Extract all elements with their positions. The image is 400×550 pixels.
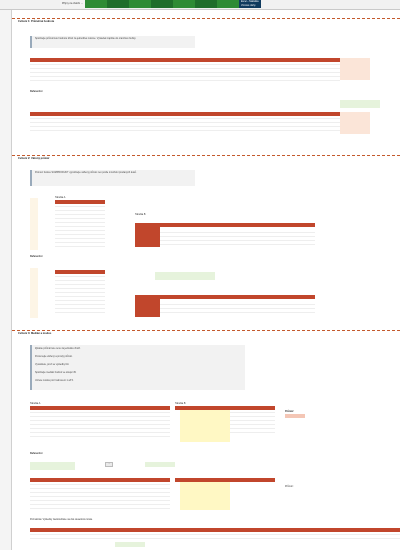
table-row <box>55 208 105 211</box>
result-cell[interactable] <box>285 414 305 418</box>
table-row <box>30 532 400 535</box>
table-row <box>160 310 315 313</box>
table-row <box>30 482 170 485</box>
table-header <box>175 406 275 410</box>
table-row <box>30 494 170 497</box>
table-row <box>30 414 170 417</box>
table-row <box>30 426 170 429</box>
table-row <box>30 498 170 501</box>
formula-cell[interactable] <box>145 462 175 467</box>
table-row <box>230 430 275 433</box>
table-row <box>30 66 340 69</box>
table-row <box>55 274 105 277</box>
table-row <box>55 236 105 239</box>
toolbar-segment[interactable] <box>217 0 239 8</box>
highlight-strip <box>30 198 38 250</box>
table-row <box>30 502 170 505</box>
table-header <box>30 58 370 62</box>
bullet-item: Určete modus pro hodnocení 1 až 5. <box>35 379 74 382</box>
table-row <box>55 290 105 293</box>
table-row <box>30 422 170 425</box>
toolbar-segment[interactable] <box>195 0 217 8</box>
table-row <box>30 70 340 73</box>
table-row <box>55 228 105 231</box>
section-header <box>12 18 400 24</box>
table-row <box>30 430 170 433</box>
table-row <box>230 418 275 421</box>
table-row <box>30 124 340 127</box>
table-row <box>30 536 400 539</box>
bullet-item: Spočítejte medián hodnot ve sloupci B. <box>35 371 77 374</box>
table-row <box>55 204 105 207</box>
instruction-note <box>30 170 195 186</box>
table-row <box>30 74 340 77</box>
formula-cell[interactable] <box>155 272 215 280</box>
row-header-bar <box>0 10 12 550</box>
toolbar-segment[interactable] <box>107 0 129 8</box>
table-row <box>30 410 170 413</box>
table-a-label: Tabulka A <box>55 196 66 199</box>
table-row <box>160 238 315 241</box>
table-row <box>160 302 315 305</box>
instruction-note <box>30 36 195 48</box>
toolbar-label-a: Příjmy za období → <box>60 0 85 8</box>
table-header <box>30 112 370 116</box>
helper-cell[interactable]: … <box>105 462 113 467</box>
table-row <box>55 310 105 313</box>
table-header <box>30 478 170 482</box>
table-row <box>55 212 105 215</box>
toolbar-segment[interactable] <box>173 0 195 8</box>
table-header <box>135 223 315 227</box>
footer-note-inline: Průměr: <box>285 485 294 488</box>
table-header <box>55 200 105 204</box>
toolbar-segment[interactable] <box>129 0 151 8</box>
table-header <box>55 270 105 274</box>
reference-label: Referenční <box>30 90 43 93</box>
section-header <box>12 330 400 336</box>
bullet-item: Porovnejte vážený a prostý průměr. <box>35 355 73 358</box>
result-column <box>340 112 370 134</box>
section-title: Cvičení 3: Medián a modus <box>18 332 52 335</box>
formula-cell[interactable] <box>115 542 145 547</box>
reference-label: Referenční <box>30 452 43 455</box>
table-row <box>30 506 170 509</box>
top-toolbar <box>60 0 261 8</box>
table-row <box>55 306 105 309</box>
section-title: Cvičení 1: Průměrná hodnota <box>18 20 55 23</box>
table-row <box>160 242 315 245</box>
table-row <box>30 116 340 119</box>
highlight-strip <box>30 268 38 318</box>
table-row <box>30 128 340 131</box>
input-range[interactable] <box>180 482 230 510</box>
toolbar-segment[interactable] <box>151 0 173 8</box>
table-row <box>55 302 105 305</box>
bullet-item: Vysvětlete, proč se výsledky liší. <box>35 363 70 366</box>
table-row <box>160 306 315 309</box>
table-row <box>55 216 105 219</box>
table-b-label: Tabulka B <box>175 402 186 405</box>
table-row <box>230 410 275 413</box>
input-range[interactable] <box>180 410 230 442</box>
table-row <box>160 230 315 233</box>
table-row <box>30 418 170 421</box>
table-row <box>55 232 105 235</box>
formula-cell[interactable] <box>30 462 75 470</box>
table-row <box>30 434 170 437</box>
table-row <box>55 240 105 243</box>
table-a-label: Tabulka A <box>30 402 41 405</box>
table-row <box>30 78 340 81</box>
toolbar-subtitle-text: Vzorové úlohy <box>241 5 256 7</box>
result-column <box>340 58 370 80</box>
footer-note: Poznámka: Výsledky zaokrouhlete na dvě desetinná místa. <box>30 518 93 521</box>
table-row <box>30 120 340 123</box>
table-row <box>55 220 105 223</box>
table-row <box>55 224 105 227</box>
table-row <box>55 286 105 289</box>
table-b-label: Tabulka B <box>135 213 146 216</box>
table-row <box>55 278 105 281</box>
table-row <box>230 422 275 425</box>
instruction-note <box>30 345 245 390</box>
table-row <box>160 234 315 237</box>
table-row <box>55 244 105 247</box>
toolbar-title-text: Excel – Statistika <box>241 1 259 3</box>
table-header <box>30 406 170 410</box>
toolbar-segment[interactable] <box>85 0 107 8</box>
toolbar-title <box>239 0 261 8</box>
section-header <box>12 155 400 161</box>
table-row <box>55 294 105 297</box>
table-header <box>30 528 400 532</box>
instruction-text: Spočítejte průměrnou hodnotu tržeb za jednotlivé měsíce. Výsledek zapište do oranžové buňky. <box>35 37 137 40</box>
table-row <box>30 62 340 65</box>
reference-label: Referenční <box>30 255 43 258</box>
section-title: Cvičení 2: Vážený průměr <box>18 157 50 160</box>
result-label: Průměr: <box>285 410 295 413</box>
table-header <box>175 478 275 482</box>
table-row <box>55 282 105 285</box>
table-side-header <box>135 227 160 247</box>
formula-cell[interactable] <box>340 100 380 108</box>
bullet-item: Zjistěte průměrnou cenu za jednotku zboží. <box>35 347 81 350</box>
table-row <box>230 414 275 417</box>
instruction-text: Pomocí funkce SUMPRODUCT vypočítejte vážený průměr cen podle množství prodaných kusů. <box>35 171 137 174</box>
table-row <box>30 490 170 493</box>
table-header <box>135 295 315 299</box>
table-row <box>55 298 105 301</box>
table-row <box>30 486 170 489</box>
table-side-header <box>135 299 160 317</box>
table-row <box>230 426 275 429</box>
